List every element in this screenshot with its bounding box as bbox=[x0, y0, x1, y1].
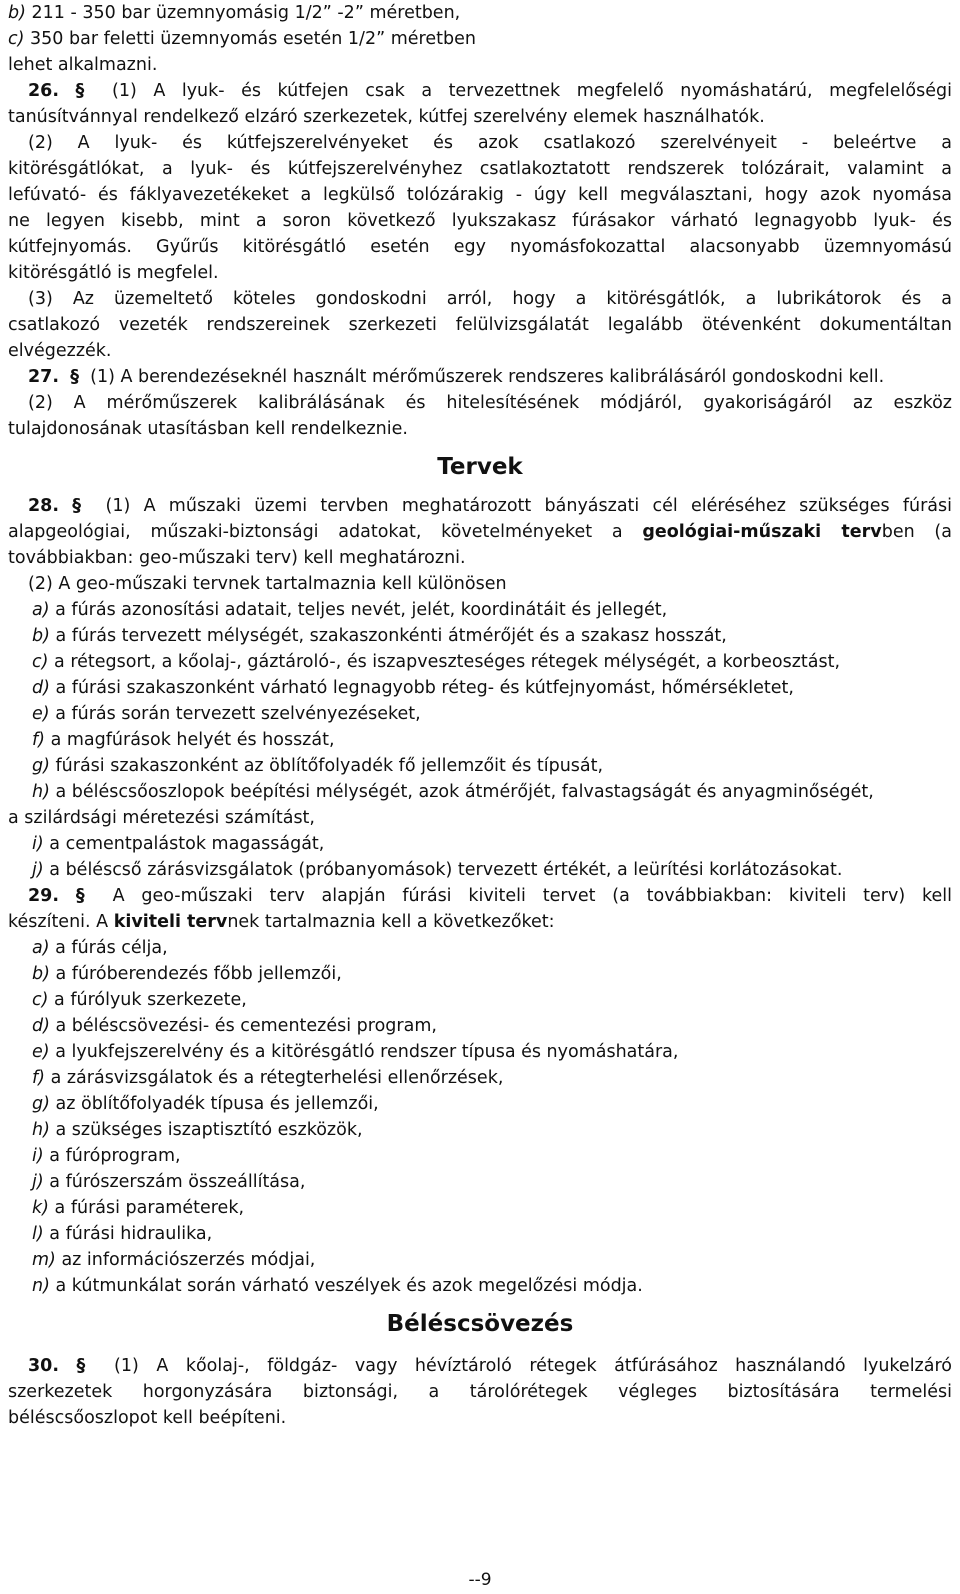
item-label: m) bbox=[32, 1250, 56, 1270]
section-sign-icon: § bbox=[70, 367, 79, 387]
item-label: c) bbox=[32, 990, 49, 1010]
list-item bbox=[32, 1091, 952, 1117]
item-label: b) bbox=[8, 3, 26, 23]
item-text: az öblítőfolyadék típusa és jellemzői, bbox=[55, 1094, 379, 1114]
item-text: fúrási szakaszonként az öblítőfolyadék fő jellemzőit és típusát, bbox=[55, 756, 604, 776]
item-label: j) bbox=[32, 1172, 44, 1192]
paragraph-text: készíteni. A bbox=[8, 912, 114, 932]
item-label: d) bbox=[32, 1016, 50, 1036]
item-text: a fúrási paraméterek, bbox=[54, 1198, 245, 1218]
item-label: f) bbox=[32, 1068, 45, 1088]
item-text: a fúrás során tervezett szelvényezéseket, bbox=[55, 704, 421, 724]
item-label: i) bbox=[32, 834, 44, 854]
item-label: h) bbox=[32, 782, 50, 802]
item-text: a fúróprogram, bbox=[49, 1146, 181, 1166]
item-text: a fúrószerszám összeállítása, bbox=[49, 1172, 306, 1192]
paragraph-line: (2) A geo-műszaki tervnek tartalmaznia kell különösen bbox=[28, 574, 507, 594]
list-item bbox=[32, 1117, 952, 1143]
item-text: a fúrólyuk szerkezete, bbox=[54, 990, 247, 1010]
paragraph-line: továbbiakban: geo-műszaki terv) kell meghatározni. bbox=[8, 548, 466, 568]
item-text: 350 bar feletti üzemnyomás esetén 1/2” méretben bbox=[30, 29, 476, 49]
item-label: b) bbox=[32, 626, 50, 646]
list-item-continuation: a szilárdsági méretezési számítást, bbox=[8, 808, 315, 828]
list-item bbox=[32, 987, 952, 1013]
paragraph-line: lehet alkalmazni. bbox=[8, 55, 158, 75]
item-text: a fúrás célja, bbox=[55, 938, 168, 958]
item-text: a lyukfejszerelvény és a kitörésgátló rendszer típusa és nyomáshatára, bbox=[55, 1042, 679, 1062]
paragraph-line: kitörésgátlókat, a lyuk- és kútfejszerelvényhez csatlakoztatott rendszerek tolózárait, valamint a bbox=[8, 159, 952, 179]
defined-term: kiviteli terv bbox=[113, 912, 228, 932]
paragraph-line: tulajdonosának utasításban kell rendelkeznie. bbox=[8, 419, 408, 439]
item-text: a fúrási hidraulika, bbox=[49, 1224, 213, 1244]
section-number: 27. bbox=[28, 367, 60, 387]
item-text: a cementpalástok magasságát, bbox=[49, 834, 325, 854]
list-item bbox=[32, 1221, 952, 1247]
item-label: l) bbox=[32, 1224, 44, 1244]
item-text: a béléscső zárásvizsgálatok (próbanyomások) tervezett értékét, a leürítési korlátozásokat. bbox=[49, 860, 843, 880]
paragraph-line: kitörésgátló is megfelel. bbox=[8, 263, 219, 283]
section-sign-icon: § bbox=[72, 496, 82, 516]
item-label: g) bbox=[32, 1094, 50, 1114]
item-text: a zárásvizsgálatok és a rétegterhelési ellenőrzések, bbox=[50, 1068, 504, 1088]
item-text: a magfúrások helyét és hosszát, bbox=[50, 730, 335, 750]
paragraph-line: (2) A mérőműszerek kalibrálásának és hitelesítésének módjáról, gyakoriságáról az eszköz bbox=[28, 393, 952, 413]
item-text: a béléscsövezési- és cementezési program, bbox=[55, 1016, 437, 1036]
list-item bbox=[32, 961, 952, 987]
list-item bbox=[32, 1013, 952, 1039]
item-label: a) bbox=[32, 938, 50, 958]
list-item bbox=[32, 1065, 952, 1091]
paragraph-line: tanúsítvánnyal rendelkező elzáró szerkezetek, kútfej szerelvény elemek használhatók. bbox=[8, 107, 765, 127]
paragraph-text: nek tartalmaznia kell a következőket: bbox=[227, 912, 555, 932]
list-item bbox=[32, 675, 952, 701]
paragraph-line: elvégezzék. bbox=[8, 341, 112, 361]
list-item bbox=[32, 1195, 952, 1221]
item-text: a fúróberendezés főbb jellemzői, bbox=[55, 964, 342, 984]
section-29-line bbox=[28, 883, 952, 909]
paragraph-line bbox=[8, 519, 952, 545]
paragraph-text: (1) A kőolaj-, földgáz- vagy hévíztároló rétegek átfúrásához használandó lyukelzáró bbox=[114, 1356, 952, 1376]
item-label: b) bbox=[32, 964, 50, 984]
item-text: a rétegsort, a kőolaj-, gáztároló-, és iszapveszteséges rétegek mélységét, a korbeosztást, bbox=[54, 652, 841, 672]
section-28-line bbox=[28, 493, 952, 519]
defined-term: geológiai-műszaki terv bbox=[642, 522, 882, 542]
list-item bbox=[32, 701, 952, 727]
list-item bbox=[32, 1273, 952, 1299]
list-item bbox=[32, 857, 952, 883]
item-label: i) bbox=[32, 1146, 44, 1166]
item-text: a fúrás tervezett mélységét, szakaszonkénti átmérőjét és a szakasz hosszát, bbox=[55, 626, 727, 646]
item-label: c) bbox=[32, 652, 49, 672]
paragraph-line: ne legyen kisebb, mint a soron következő lyukszakasz fúrásakor várható legnagyobb lyuk- és bbox=[8, 211, 952, 231]
paragraph-text: alapgeológiai, műszaki-biztonsági adatokat, követelményeket a bbox=[8, 522, 643, 542]
paragraph-line: béléscsőoszlopot kell beépíteni. bbox=[8, 1408, 287, 1428]
item-label: d) bbox=[32, 678, 50, 698]
paragraph-text: A geo-műszaki terv alapján fúrási kiviteli tervet (a továbbiakban: kiviteli terv) kell bbox=[112, 886, 952, 906]
section-number: 26. bbox=[28, 81, 60, 101]
paragraph-text: ben (a bbox=[881, 522, 952, 542]
list-item bbox=[8, 26, 952, 52]
section-sign-icon: § bbox=[76, 1356, 86, 1376]
item-text: a szükséges iszaptisztító eszközök, bbox=[55, 1120, 363, 1140]
item-text: az információszerzés módjai, bbox=[61, 1250, 316, 1270]
paragraph-text: (1) A műszaki üzemi tervben meghatározott bányászati cél eléréséhez szükséges fúrási bbox=[105, 496, 952, 516]
section-heading: Béléscsövezés bbox=[386, 1311, 574, 1337]
list-item bbox=[32, 753, 952, 779]
paragraph-line: lefúvató- és fáklyavezetékeket a legkülső tolózárakig - úgy kell megválasztani, hogy azok nyomása bbox=[8, 185, 952, 205]
list-item bbox=[32, 1169, 952, 1195]
paragraph-line: (3) Az üzemeltető köteles gondoskodni arról, hogy a kitörésgátlók, a lubrikátorok és a bbox=[28, 289, 952, 309]
item-text: a kútmunkálat során várható veszélyek és azok megelőzési módja. bbox=[55, 1276, 643, 1296]
item-label: k) bbox=[32, 1198, 49, 1218]
list-item bbox=[32, 1143, 952, 1169]
item-label: e) bbox=[32, 704, 50, 724]
list-item bbox=[32, 831, 952, 857]
section-number: 29. bbox=[28, 886, 60, 906]
list-item bbox=[32, 779, 952, 805]
item-label: h) bbox=[32, 1120, 50, 1140]
item-label: n) bbox=[32, 1276, 50, 1296]
section-30-line bbox=[28, 1353, 952, 1379]
section-heading: Tervek bbox=[437, 454, 523, 480]
item-label: a) bbox=[32, 600, 50, 620]
item-label: j) bbox=[32, 860, 44, 880]
paragraph-line: csatlakozó vezeték rendszereinek szerkezeti felülvizsgálatát legalább ötévenként dokumentáltan bbox=[8, 315, 952, 335]
paragraph-line: szerkezetek horgonyzására biztonsági, a tárolórétegek végleges biztosítására termelési bbox=[8, 1382, 952, 1402]
section-number: 28. bbox=[28, 496, 60, 516]
paragraph-text: (1) A lyuk- és kútfejen csak a tervezettnek megfelelő nyomáshatárú, megfelelőségi bbox=[112, 81, 952, 101]
list-item bbox=[32, 623, 952, 649]
section-number: 30. bbox=[28, 1356, 60, 1376]
item-label: f) bbox=[32, 730, 45, 750]
paragraph-line: (2) A lyuk- és kútfejszerelvényeket és azok csatlakozó szerelvényeit - beleértve a bbox=[28, 133, 952, 153]
paragraph-line bbox=[8, 909, 952, 935]
list-item bbox=[32, 727, 952, 753]
section-sign-icon: § bbox=[75, 81, 85, 101]
page-number: --9 bbox=[468, 1570, 492, 1590]
item-text: a béléscsőoszlopok beépítési mélységét, azok átmérőjét, falvastagságát és anyagminőségét, bbox=[55, 782, 874, 802]
list-item bbox=[8, 0, 952, 26]
section-27-line bbox=[28, 364, 952, 390]
list-item bbox=[32, 597, 952, 623]
paragraph-text: (1) A berendezéseknél használt mérőműszerek rendszeres kalibrálásáról gondoskodni kell. bbox=[90, 367, 885, 387]
item-text: a fúrási szakaszonként várható legnagyobb réteg- és kútfejnyomást, hőmérsékletet, bbox=[55, 678, 794, 698]
list-item bbox=[32, 935, 952, 961]
paragraph-line: kútfejnyomás. Gyűrűs kitörésgátló esetén egy nyomásfokozattal alacsonyabb üzemnyomású bbox=[8, 237, 952, 257]
item-label: e) bbox=[32, 1042, 50, 1062]
item-label: g) bbox=[32, 756, 50, 776]
list-item bbox=[32, 649, 952, 675]
item-text: a fúrás azonosítási adatait, teljes nevét, jelét, koordinátáit és jellegét, bbox=[55, 600, 668, 620]
list-item bbox=[32, 1039, 952, 1065]
item-text: 211 - 350 bar üzemnyomásig 1/2” -2” méretben, bbox=[31, 3, 461, 23]
section-26-line bbox=[28, 78, 952, 104]
list-item bbox=[32, 1247, 952, 1273]
item-label: c) bbox=[8, 29, 25, 49]
section-sign-icon: § bbox=[75, 886, 85, 906]
